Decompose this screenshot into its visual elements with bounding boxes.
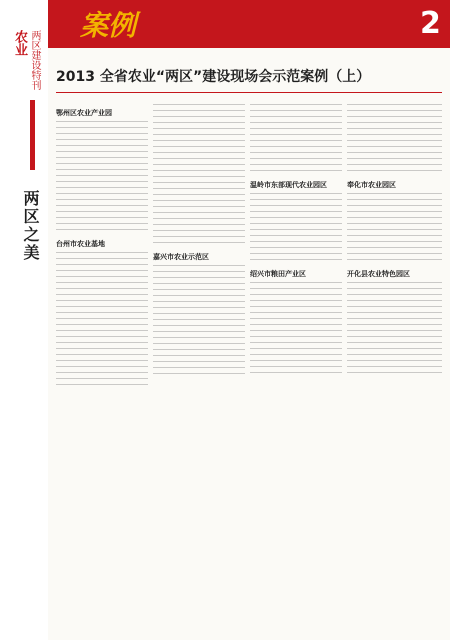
column-2	[153, 102, 245, 628]
body-text	[56, 121, 148, 191]
body-text	[56, 324, 148, 364]
masthead-column	[0, 0, 48, 640]
page-number: 2	[420, 6, 441, 41]
headline-rule	[56, 92, 442, 93]
edition-label: 两区建设特刊	[29, 30, 40, 90]
section-title: 两区之美	[21, 190, 40, 262]
masthead-red-bar	[30, 100, 35, 170]
section-title-6: 奉化市农业园区	[347, 181, 396, 189]
masthead-info	[30, 330, 42, 570]
section-title-2: 台州市农业基地	[56, 240, 105, 248]
body-text	[347, 193, 442, 263]
section-title-3: 嘉兴市农业示范区	[153, 253, 209, 261]
section-title-5: 绍兴市粮田产业区	[250, 270, 306, 278]
column-3	[250, 102, 342, 628]
section-title-1: 鄂州区农业产业园	[56, 109, 112, 117]
headline: 2013 全省农业“两区”建设现场会示范案例（上）	[56, 69, 371, 85]
case-word: 案例	[80, 9, 137, 42]
body-text	[250, 193, 342, 263]
body-text	[347, 104, 442, 174]
column-4	[347, 102, 442, 628]
body-text	[56, 252, 148, 322]
body-text	[250, 104, 342, 174]
paper-name: 农业	[12, 30, 27, 56]
body-text	[56, 366, 148, 390]
body-text	[347, 354, 442, 378]
section-title-7: 开化县农业特色园区	[347, 270, 410, 278]
body-text	[153, 265, 245, 335]
column-1	[56, 102, 148, 628]
section-title-4: 温岭市东部现代农业园区	[250, 181, 327, 189]
body-text	[153, 176, 245, 246]
body-text	[250, 282, 342, 352]
body-text	[153, 337, 245, 377]
body-text	[250, 354, 342, 378]
body-text	[56, 193, 148, 233]
body-text	[153, 104, 245, 174]
body-text	[347, 282, 442, 352]
